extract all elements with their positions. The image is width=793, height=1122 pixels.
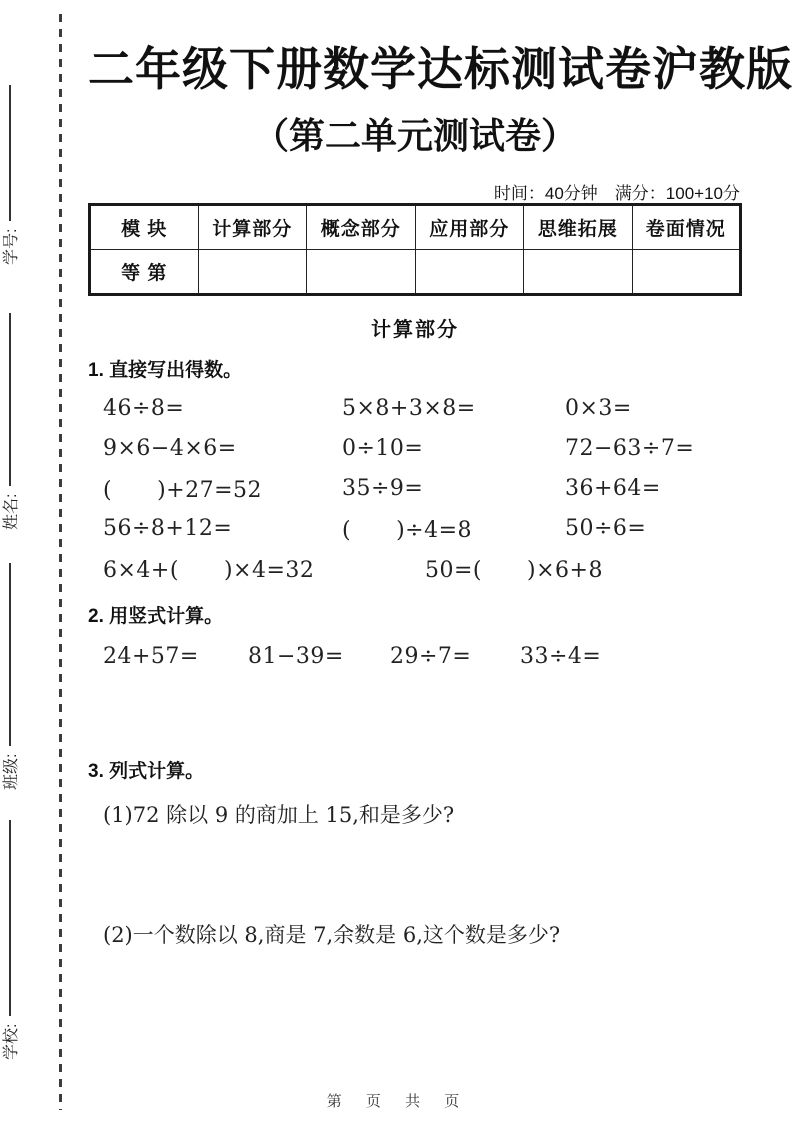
score-header-application: 应用部分 [415, 205, 524, 250]
problem2-number: 2. [88, 606, 104, 627]
problem3-item-2: (2)一个数除以 8,商是 7,余数是 6,这个数是多少? [103, 923, 561, 947]
exercise-expression: 33÷4= [520, 643, 602, 669]
exercise-expression: 5×8+3×8= [342, 395, 476, 421]
problem3-title [88, 756, 204, 783]
exercise-expression: 29÷7= [390, 643, 472, 669]
exercise-row [88, 468, 742, 508]
score-table-grade-row [90, 250, 741, 295]
problem1-title [88, 355, 242, 382]
class-blank-line [9, 563, 11, 746]
score-header-neatness: 卷面情况 [632, 205, 741, 250]
page-subtitle: （第二单元测试卷） [252, 115, 577, 156]
problem1-exercises [88, 388, 742, 588]
problem1-label: 直接写出得数。 [109, 360, 243, 381]
problem3-number: 3. [88, 761, 104, 782]
student-number-blank-line [9, 85, 11, 221]
exercise-expression: 35÷9= [342, 475, 424, 501]
exercise-expression: 0÷10= [342, 435, 424, 461]
problem3-label: 列式计算。 [109, 761, 205, 782]
exercise-expression: 9×6−4×6= [103, 435, 237, 461]
score-table-header-row [90, 205, 741, 250]
exercise-expression: 24+57= [103, 643, 199, 669]
exercise-expression: 81−39= [248, 643, 344, 669]
name-label: 姓名: [2, 493, 20, 530]
problem1-number: 1. [88, 360, 104, 381]
exercise-expression: 72−63÷7= [565, 435, 695, 461]
problem3-item-1: (1)72 除以 9 的商加上 15,和是多少? [103, 803, 455, 827]
paper-content [88, 0, 793, 1122]
sidebar-field-student-number [0, 85, 24, 265]
page-footer: 第 页 共 页 [326, 1093, 467, 1110]
exercise-expression: ( )÷4=8 [342, 517, 473, 543]
grade-cell [307, 250, 416, 295]
grade-cell [198, 250, 307, 295]
grade-row-label: 等 第 [90, 250, 199, 295]
score-table [88, 203, 742, 296]
problem2-title [88, 601, 223, 628]
sidebar-field-name [0, 313, 24, 530]
sidebar-field-school [0, 820, 24, 1060]
exercise-row [88, 508, 742, 548]
school-blank-line [9, 820, 11, 1016]
margin-dashed-divider [59, 14, 62, 1110]
time-and-score-info: 时间：40分钟 满分：100+10分 [493, 184, 740, 203]
name-blank-line [9, 313, 11, 486]
student-number-label: 学号: [2, 228, 20, 265]
problem2-label: 用竖式计算。 [109, 606, 224, 627]
exercise-expression: 50=( )×6+8 [425, 557, 603, 583]
exercise-expression: 0×3= [565, 395, 632, 421]
page-title: 二年级下册数学达标测试卷沪教版 [88, 43, 793, 95]
school-label: 学校: [2, 1023, 20, 1060]
exercise-expression: 36+64= [565, 475, 661, 501]
score-header-thinking: 思维拓展 [524, 205, 633, 250]
exercise-expression: ( )+27=52 [103, 477, 263, 503]
problem2-exercises [88, 636, 757, 676]
grade-cell [524, 250, 633, 295]
exercise-expression: 50÷6= [565, 515, 647, 541]
class-label: 班级: [2, 753, 20, 790]
exercise-expression: 46÷8= [103, 395, 185, 421]
score-header-concept: 概念部分 [307, 205, 416, 250]
exercise-row [88, 428, 742, 468]
score-header-module: 模 块 [90, 205, 199, 250]
score-header-calculation: 计算部分 [198, 205, 307, 250]
exercise-row [88, 548, 742, 588]
section-heading-calculation: 计算部分 [371, 319, 459, 341]
grade-cell [415, 250, 524, 295]
exercise-row [88, 388, 742, 428]
sidebar-field-class [0, 563, 24, 790]
exercise-expression: 6×4+( )×4=32 [103, 557, 315, 583]
exercise-expression: 56÷8+12= [103, 515, 233, 541]
grade-cell [632, 250, 741, 295]
